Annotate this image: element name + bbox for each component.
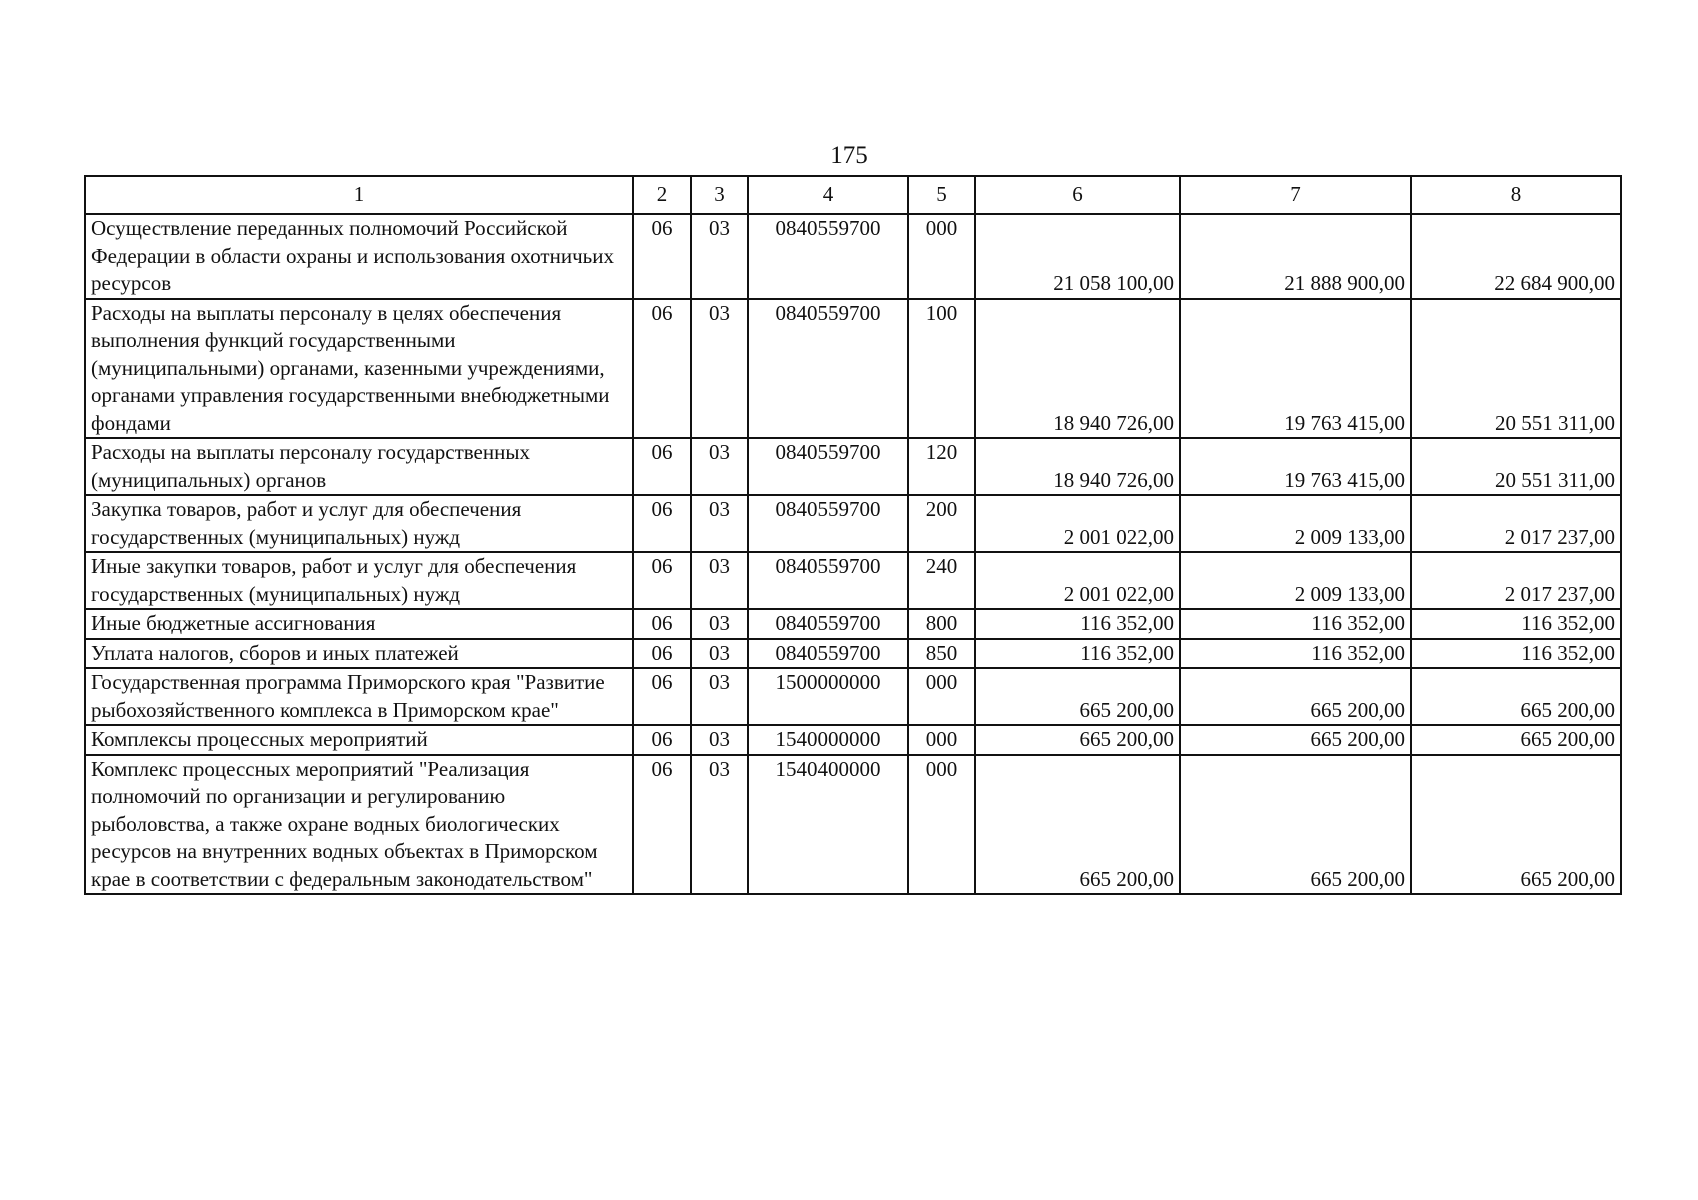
expense-type-code: 000: [908, 755, 975, 895]
expense-name: Иные закупки товаров, работ и услуг для обеспечения государственных (муниципальных) нужд: [85, 552, 633, 609]
table-row: [85, 668, 1621, 725]
subsection-code: 03: [691, 609, 748, 639]
amount-year-2: 116 352,00: [1180, 609, 1411, 639]
table-row: [85, 552, 1621, 609]
expense-type-code: 240: [908, 552, 975, 609]
subsection-code: 03: [691, 639, 748, 669]
amount-year-3: 2 017 237,00: [1411, 495, 1621, 552]
section-code: 06: [633, 495, 691, 552]
amount-year-1: 116 352,00: [975, 609, 1180, 639]
amount-year-3: 116 352,00: [1411, 609, 1621, 639]
amount-year-1: 2 001 022,00: [975, 495, 1180, 552]
amount-year-2: 2 009 133,00: [1180, 552, 1411, 609]
section-code: 06: [633, 438, 691, 495]
amount-year-2: 19 763 415,00: [1180, 438, 1411, 495]
section-code: 06: [633, 639, 691, 669]
table-row: [85, 299, 1621, 439]
amount-year-3: 665 200,00: [1411, 668, 1621, 725]
target-article-code: 0840559700: [748, 214, 908, 299]
target-article-code: 0840559700: [748, 609, 908, 639]
section-code: 06: [633, 214, 691, 299]
amount-year-2: 19 763 415,00: [1180, 299, 1411, 439]
expense-name: Государственная программа Приморского края "Развитие рыбохозяйственного комплекса в Приморском крае": [85, 668, 633, 725]
amount-year-1: 665 200,00: [975, 755, 1180, 895]
column-header: 2: [633, 176, 691, 214]
column-header: 3: [691, 176, 748, 214]
section-code: 06: [633, 299, 691, 439]
table-row: [85, 214, 1621, 299]
subsection-code: 03: [691, 755, 748, 895]
table-row: [85, 725, 1621, 755]
target-article-code: 0840559700: [748, 552, 908, 609]
amount-year-3: 116 352,00: [1411, 639, 1621, 669]
amount-year-2: 21 888 900,00: [1180, 214, 1411, 299]
column-header: 6: [975, 176, 1180, 214]
expense-name: Иные бюджетные ассигнования: [85, 609, 633, 639]
subsection-code: 03: [691, 668, 748, 725]
target-article-code: 1500000000: [748, 668, 908, 725]
table-row: [85, 438, 1621, 495]
amount-year-1: 21 058 100,00: [975, 214, 1180, 299]
target-article-code: 0840559700: [748, 299, 908, 439]
target-article-code: 1540400000: [748, 755, 908, 895]
subsection-code: 03: [691, 214, 748, 299]
expense-name: Уплата налогов, сборов и иных платежей: [85, 639, 633, 669]
target-article-code: 1540000000: [748, 725, 908, 755]
column-header: 1: [85, 176, 633, 214]
target-article-code: 0840559700: [748, 495, 908, 552]
amount-year-1: 665 200,00: [975, 668, 1180, 725]
expense-type-code: 120: [908, 438, 975, 495]
amount-year-1: 116 352,00: [975, 639, 1180, 669]
subsection-code: 03: [691, 495, 748, 552]
amount-year-1: 18 940 726,00: [975, 438, 1180, 495]
section-code: 06: [633, 552, 691, 609]
amount-year-3: 22 684 900,00: [1411, 214, 1621, 299]
expense-type-code: 850: [908, 639, 975, 669]
subsection-code: 03: [691, 552, 748, 609]
expense-name: Расходы на выплаты персоналу в целях обеспечения выполнения функций государственными (муниципальными) органами, казенными учреждениями, органами управления государственными внебюджетными фондами: [85, 299, 633, 439]
expense-type-code: 000: [908, 668, 975, 725]
table-row: [85, 495, 1621, 552]
amount-year-1: 665 200,00: [975, 725, 1180, 755]
amount-year-2: 665 200,00: [1180, 668, 1411, 725]
column-header: 7: [1180, 176, 1411, 214]
table-row: [85, 609, 1621, 639]
amount-year-3: 20 551 311,00: [1411, 299, 1621, 439]
expense-name: Закупка товаров, работ и услуг для обеспечения государственных (муниципальных) нужд: [85, 495, 633, 552]
section-code: 06: [633, 755, 691, 895]
expense-name: Расходы на выплаты персоналу государственных (муниципальных) органов: [85, 438, 633, 495]
amount-year-3: 2 017 237,00: [1411, 552, 1621, 609]
amount-year-3: 665 200,00: [1411, 725, 1621, 755]
expense-type-code: 000: [908, 725, 975, 755]
amount-year-3: 20 551 311,00: [1411, 438, 1621, 495]
section-code: 06: [633, 668, 691, 725]
column-header: 8: [1411, 176, 1621, 214]
amount-year-3: 665 200,00: [1411, 755, 1621, 895]
expense-type-code: 000: [908, 214, 975, 299]
expense-name: Осуществление переданных полномочий Российской Федерации в области охраны и использования охотничьих ресурсов: [85, 214, 633, 299]
amount-year-1: 18 940 726,00: [975, 299, 1180, 439]
table-header-row: [85, 176, 1621, 214]
expense-type-code: 200: [908, 495, 975, 552]
expense-name: Комплексы процессных мероприятий: [85, 725, 633, 755]
amount-year-2: 116 352,00: [1180, 639, 1411, 669]
target-article-code: 0840559700: [748, 438, 908, 495]
expense-name: Комплекс процессных мероприятий "Реализация полномочий по организации и регулированию рыболовства, а также охране водных биологических ресурсов на внутренних водных объектах в Приморском крае в соответствии с федеральным законодательством": [85, 755, 633, 895]
column-header: 4: [748, 176, 908, 214]
table-row: [85, 755, 1621, 895]
section-code: 06: [633, 609, 691, 639]
table-row: [85, 639, 1621, 669]
section-code: 06: [633, 725, 691, 755]
column-header: 5: [908, 176, 975, 214]
amount-year-2: 665 200,00: [1180, 725, 1411, 755]
budget-table: [84, 175, 1622, 895]
expense-type-code: 800: [908, 609, 975, 639]
subsection-code: 03: [691, 438, 748, 495]
expense-type-code: 100: [908, 299, 975, 439]
amount-year-2: 665 200,00: [1180, 755, 1411, 895]
page-number: 175: [830, 142, 868, 169]
amount-year-2: 2 009 133,00: [1180, 495, 1411, 552]
subsection-code: 03: [691, 725, 748, 755]
target-article-code: 0840559700: [748, 639, 908, 669]
amount-year-1: 2 001 022,00: [975, 552, 1180, 609]
subsection-code: 03: [691, 299, 748, 439]
